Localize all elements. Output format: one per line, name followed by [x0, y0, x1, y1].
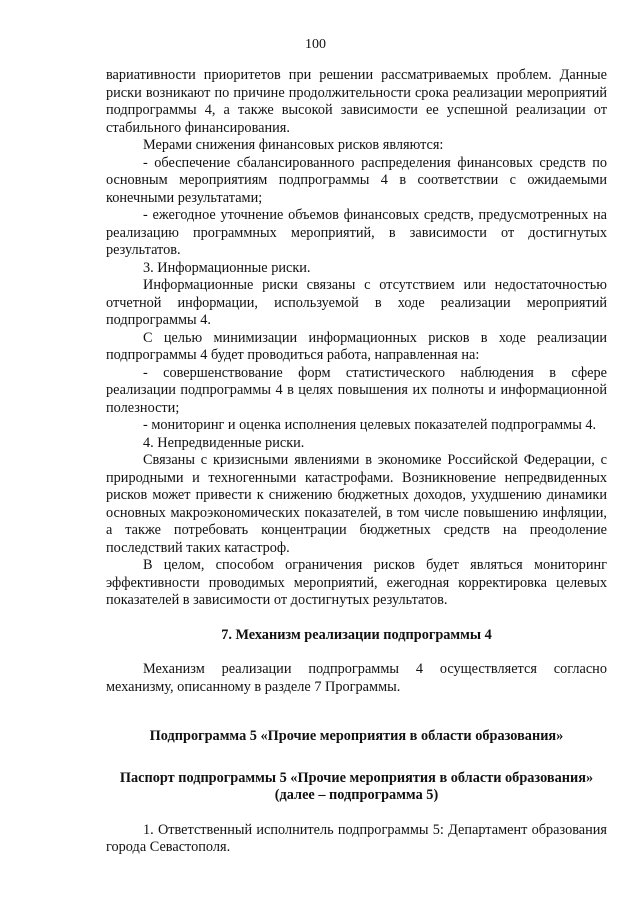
- list-item: - совершенствование форм статистического наблюдения в сфере реализации подпрограммы 4 в целях повышения их полноты и информационной полезности;: [106, 364, 607, 416]
- subheading-information-risks: 3. Информационные риски.: [143, 259, 311, 276]
- passport-heading-line-2: (далее – подпрограмма 5): [274, 787, 439, 803]
- section-7-text: Механизм реализации подпрограммы 4 осуществляется согласно механизму, описанному в разделе 7 Программы.: [106, 661, 607, 695]
- subheading-unforeseen-risks: 4. Непредвиденные риски.: [143, 434, 305, 451]
- paragraph-financial-measures: Мерами снижения финансовых рисков являются:: [143, 137, 444, 153]
- list-item: - ежегодное уточнение объемов финансовых средств, предусмотренных на реализацию программных мероприятий, в зависимости от достигнутых результатов.: [106, 207, 607, 258]
- paragraph-risks-continuation: вариативности приоритетов при решении рассматриваемых проблем. Данные риски возникают по причине продолжительности срока реализации мероприятий подпрограммы 4, а также высокой зависимости ее успешной реализации от стабильного финансирования.: [106, 67, 607, 136]
- passport-heading-line-1: Паспорт подпрограммы 5 «Прочие мероприятия в области образования»: [119, 769, 594, 786]
- passport-item-1: 1. Ответственный исполнитель подпрограммы 5: Департамент образования города Севастополя.: [106, 821, 607, 855]
- page-body: [106, 67, 607, 857]
- section-7-heading: 7. Механизм реализации подпрограммы 4: [221, 626, 492, 643]
- paragraph-minimization: С целью минимизации информационных рисков в ходе реализации подпрограммы 4 будет проводиться работа, направленная на:: [106, 329, 607, 363]
- list-item: - обеспечение сбалансированного распределения финансовых средств по основным мероприятиям подпрограммы 4 в соответствии с ожидаемыми конечными результатами;: [106, 154, 607, 206]
- paragraph-information-risks: Информационные риски связаны с отсутствием или недостаточностью отчетной информации, используемой в ходе реализации мероприятий подпрограммы 4.: [106, 277, 607, 328]
- list-item: - мониторинг и оценка исполнения целевых показателей подпрограммы 4.: [143, 417, 597, 433]
- page-number: 100: [305, 37, 326, 52]
- subprogram-5-title: Подпрограмма 5 «Прочие мероприятия в области образования»: [149, 728, 564, 744]
- paragraph-unforeseen-risks: Связаны с кризисными явлениями в экономике Российской Федерации, с природными и техногенными катастрофами. Возникновение непредвиденных рисков может привести к снижению бюджетных доходов, ухудшению динамики основных макроэкономических показателей, в том числе повышению инфляции, а также потребовать концентрации бюджетных средств на преодоление последствий таких катастроф.: [106, 452, 607, 556]
- paragraph-risk-limitation: В целом, способом ограничения рисков будет являться мониторинг эффективности проводимых мероприятий, ежегодная корректировка целевых показателей в зависимости от достигнутых результатов.: [106, 557, 607, 608]
